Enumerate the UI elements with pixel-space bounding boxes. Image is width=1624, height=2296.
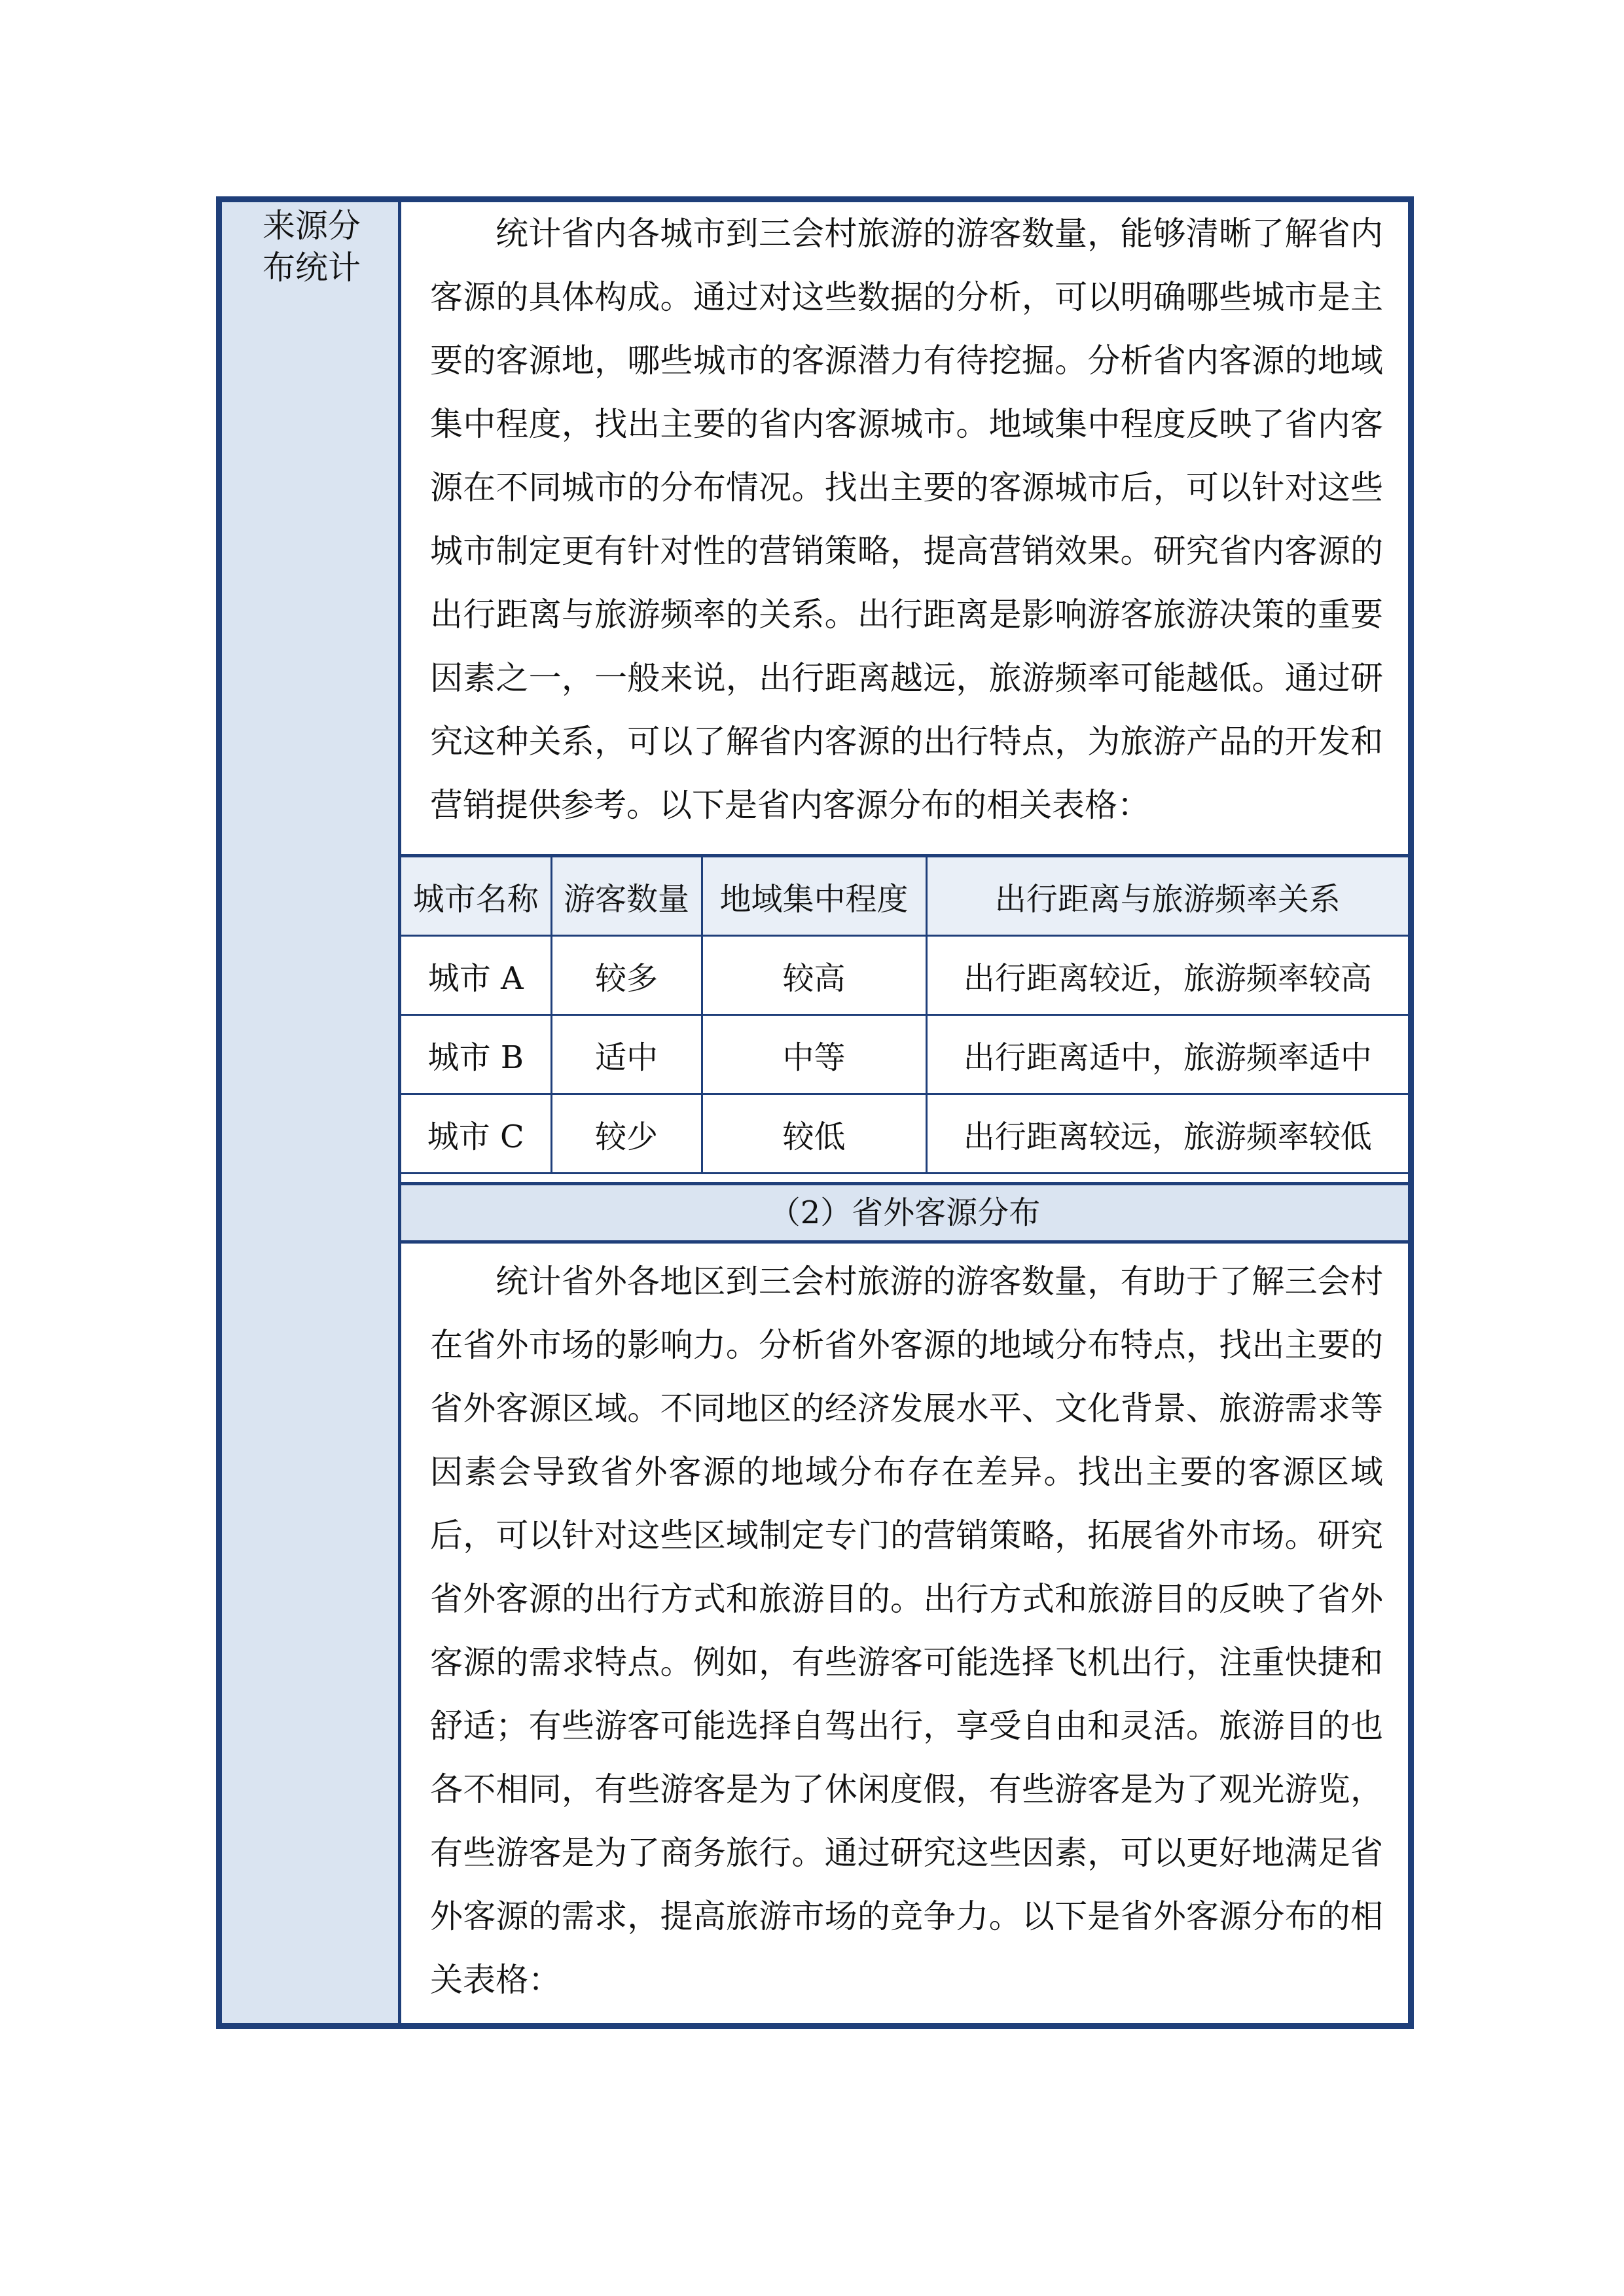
section-heading-out-of-province: （2）省外客源分布	[401, 1182, 1408, 1244]
domestic-source-paragraph: 统计省内各城市到三会村旅游的游客数量，能够清晰了解省内客源的具体构成。通过对这些数据的分析，可以明确哪些城市是主要的客源地，哪些城市的客源潜力有待挖掘。分析省内客源的地域集中程度，找出主要的省内客源城市。地域集中程度反映了省内客源在不同城市的分布情况。找出主要的客源城市后，可以针对这些城市制定更有针对性的营销策略，提高营销效果。研究省内客源的出行距离与旅游频率的关系。出行距离是影响游客旅游决策的重要因素之一，一般来说，出行距离越远，旅游频率可能越低。通过研究这种关系，可以了解省内客源的出行特点，为旅游产品的开发和营销提供参考。以下是省内客源分布的相关表格：	[430, 215, 1383, 824]
domestic-source-table	[401, 854, 1408, 1174]
header-visitor-count: 游客数量	[551, 856, 702, 936]
cell-relation: 出行距离适中，旅游频率适中	[926, 1015, 1408, 1094]
cell-city: 城市 B	[401, 1015, 551, 1094]
header-distance-frequency: 出行距离与旅游频率关系	[926, 856, 1408, 936]
cell-concentration: 中等	[702, 1015, 926, 1094]
cell-concentration: 较高	[702, 936, 926, 1015]
cell-relation: 出行距离较近，旅游频率较高	[926, 936, 1408, 1015]
cell-relation: 出行距离较远，旅游频率较低	[926, 1094, 1408, 1174]
cell-city: 城市 C	[401, 1094, 551, 1174]
table-row	[401, 1015, 1408, 1094]
header-city-name: 城市名称	[401, 856, 551, 936]
row-label: 来源分布统计	[262, 207, 361, 287]
table-row	[401, 936, 1408, 1015]
cell-visitors: 较多	[551, 936, 702, 1015]
row-label-cell	[222, 202, 401, 2023]
cell-visitors: 较少	[551, 1094, 702, 1174]
cell-city: 城市 A	[401, 936, 551, 1015]
content-cell	[401, 202, 1408, 2023]
cell-concentration: 较低	[702, 1094, 926, 1174]
header-concentration: 地域集中程度	[702, 856, 926, 936]
table-header-row	[401, 856, 1408, 936]
out-of-province-paragraph: 统计省外各地区到三会村旅游的游客数量，有助于了解三会村在省外市场的影响力。分析省外客源的地域分布特点，找出主要的省外客源区域。不同地区的经济发展水平、文化背景、旅游需求等因素会导致省外客源的地域分布存在差异。找出主要的客源区域后，可以针对这些区域制定专门的营销策略，拓展省外市场。研究省外客源的出行方式和旅游目的。出行方式和旅游目的反映了省外客源的需求特点。例如，有些游客可能选择飞机出行，注重快捷和舒适；有些游客可能选择自驾出行，享受自由和灵活。旅游目的也各不相同，有些游客是为了休闲度假，有些游客是为了观光游览，有些游客是为了商务旅行。通过研究这些因素，可以更好地满足省外客源的需求，提高旅游市场的竞争力。以下是省外客源分布的相关表格：	[430, 1263, 1383, 1999]
document-table-frame	[216, 196, 1414, 2029]
cell-visitors: 适中	[551, 1015, 702, 1094]
table-row	[401, 1094, 1408, 1174]
